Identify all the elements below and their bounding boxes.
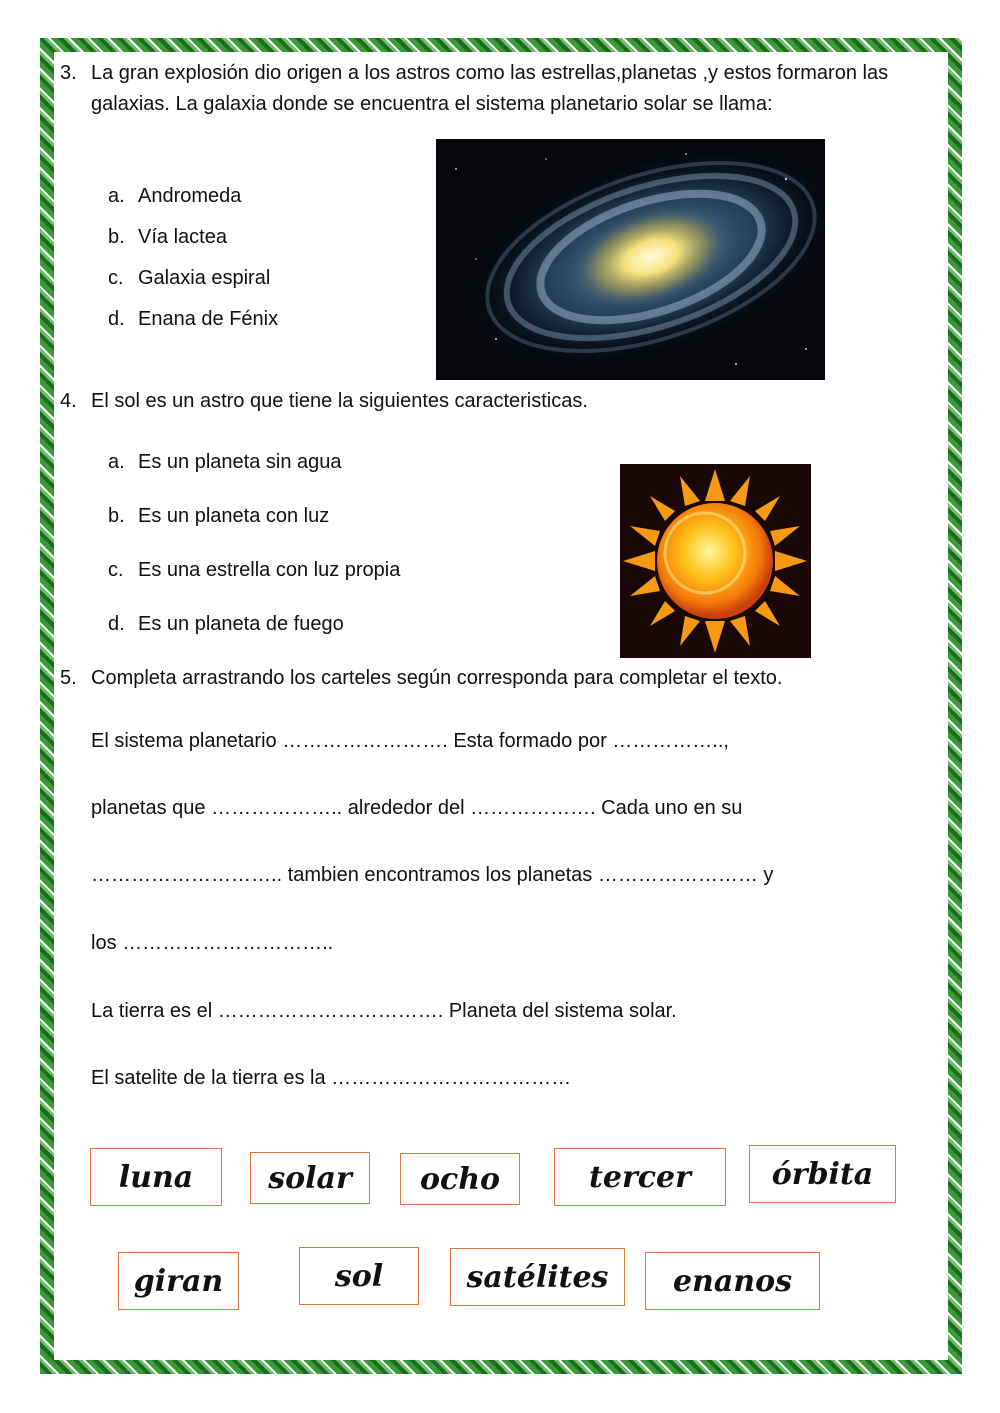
galaxy-image — [436, 139, 825, 380]
option-3b[interactable]: b. Vía lactea — [108, 226, 227, 248]
question-4-number: 4. — [60, 390, 77, 412]
question-4-text: El sol es un astro que tiene la siguientes caracteristicas. — [91, 390, 588, 412]
option-4a[interactable]: a. Es un planeta sin agua — [108, 451, 342, 473]
option-3d[interactable]: d. Enana de Fénix — [108, 308, 279, 330]
word-card-enanos[interactable]: enanos — [645, 1252, 820, 1310]
word-card-ocho[interactable]: ocho — [400, 1153, 520, 1205]
fill-line-1: El sistema planetario ……………………. Esta formado por …………….., — [91, 730, 729, 752]
option-3a[interactable]: a. Andromeda — [108, 185, 242, 207]
word-card-tercer[interactable]: tercer — [554, 1148, 726, 1206]
question-5 — [60, 663, 940, 694]
fill-line-5: La tierra es el ……………………………. Planeta del sistema solar. — [91, 1000, 677, 1022]
option-4d[interactable]: d. Es un planeta de fuego — [108, 613, 344, 635]
question-3-text: La gran explosión dio origen a los astros como las estrellas,planetas ,y estos formaron las galaxias. La galaxia donde se encuentra el sistema planetario solar se llama: — [91, 62, 889, 115]
word-card-luna[interactable]: luna — [90, 1148, 222, 1206]
word-card-sol[interactable]: sol — [299, 1247, 419, 1305]
question-5-number: 5. — [60, 667, 77, 689]
sun-image — [620, 464, 811, 658]
question-5-text: Completa arrastrando los carteles según corresponda para completar el texto. — [91, 667, 783, 689]
question-3 — [60, 58, 920, 120]
option-4c[interactable]: c. Es una estrella con luz propia — [108, 559, 401, 581]
question-4 — [60, 386, 920, 417]
option-4b[interactable]: b. Es un planeta con luz — [108, 505, 330, 527]
fill-line-2: planetas que ……………….. alrededor del ………………. Cada uno en su — [91, 797, 743, 819]
word-card-satelites[interactable]: satélites — [450, 1248, 625, 1306]
fill-line-3: ……………………….. tambien encontramos los planetas …………………… y — [91, 864, 774, 886]
word-card-orbita[interactable]: órbita — [749, 1145, 896, 1203]
word-card-solar[interactable]: solar — [250, 1152, 370, 1204]
option-3c[interactable]: c. Galaxia espiral — [108, 267, 271, 289]
question-3-number: 3. — [60, 62, 77, 84]
fill-line-6: El satelite de la tierra es la ……………………………… — [91, 1067, 572, 1089]
word-card-giran[interactable]: giran — [118, 1252, 239, 1310]
fill-line-4: los ………………………….. — [91, 932, 334, 954]
